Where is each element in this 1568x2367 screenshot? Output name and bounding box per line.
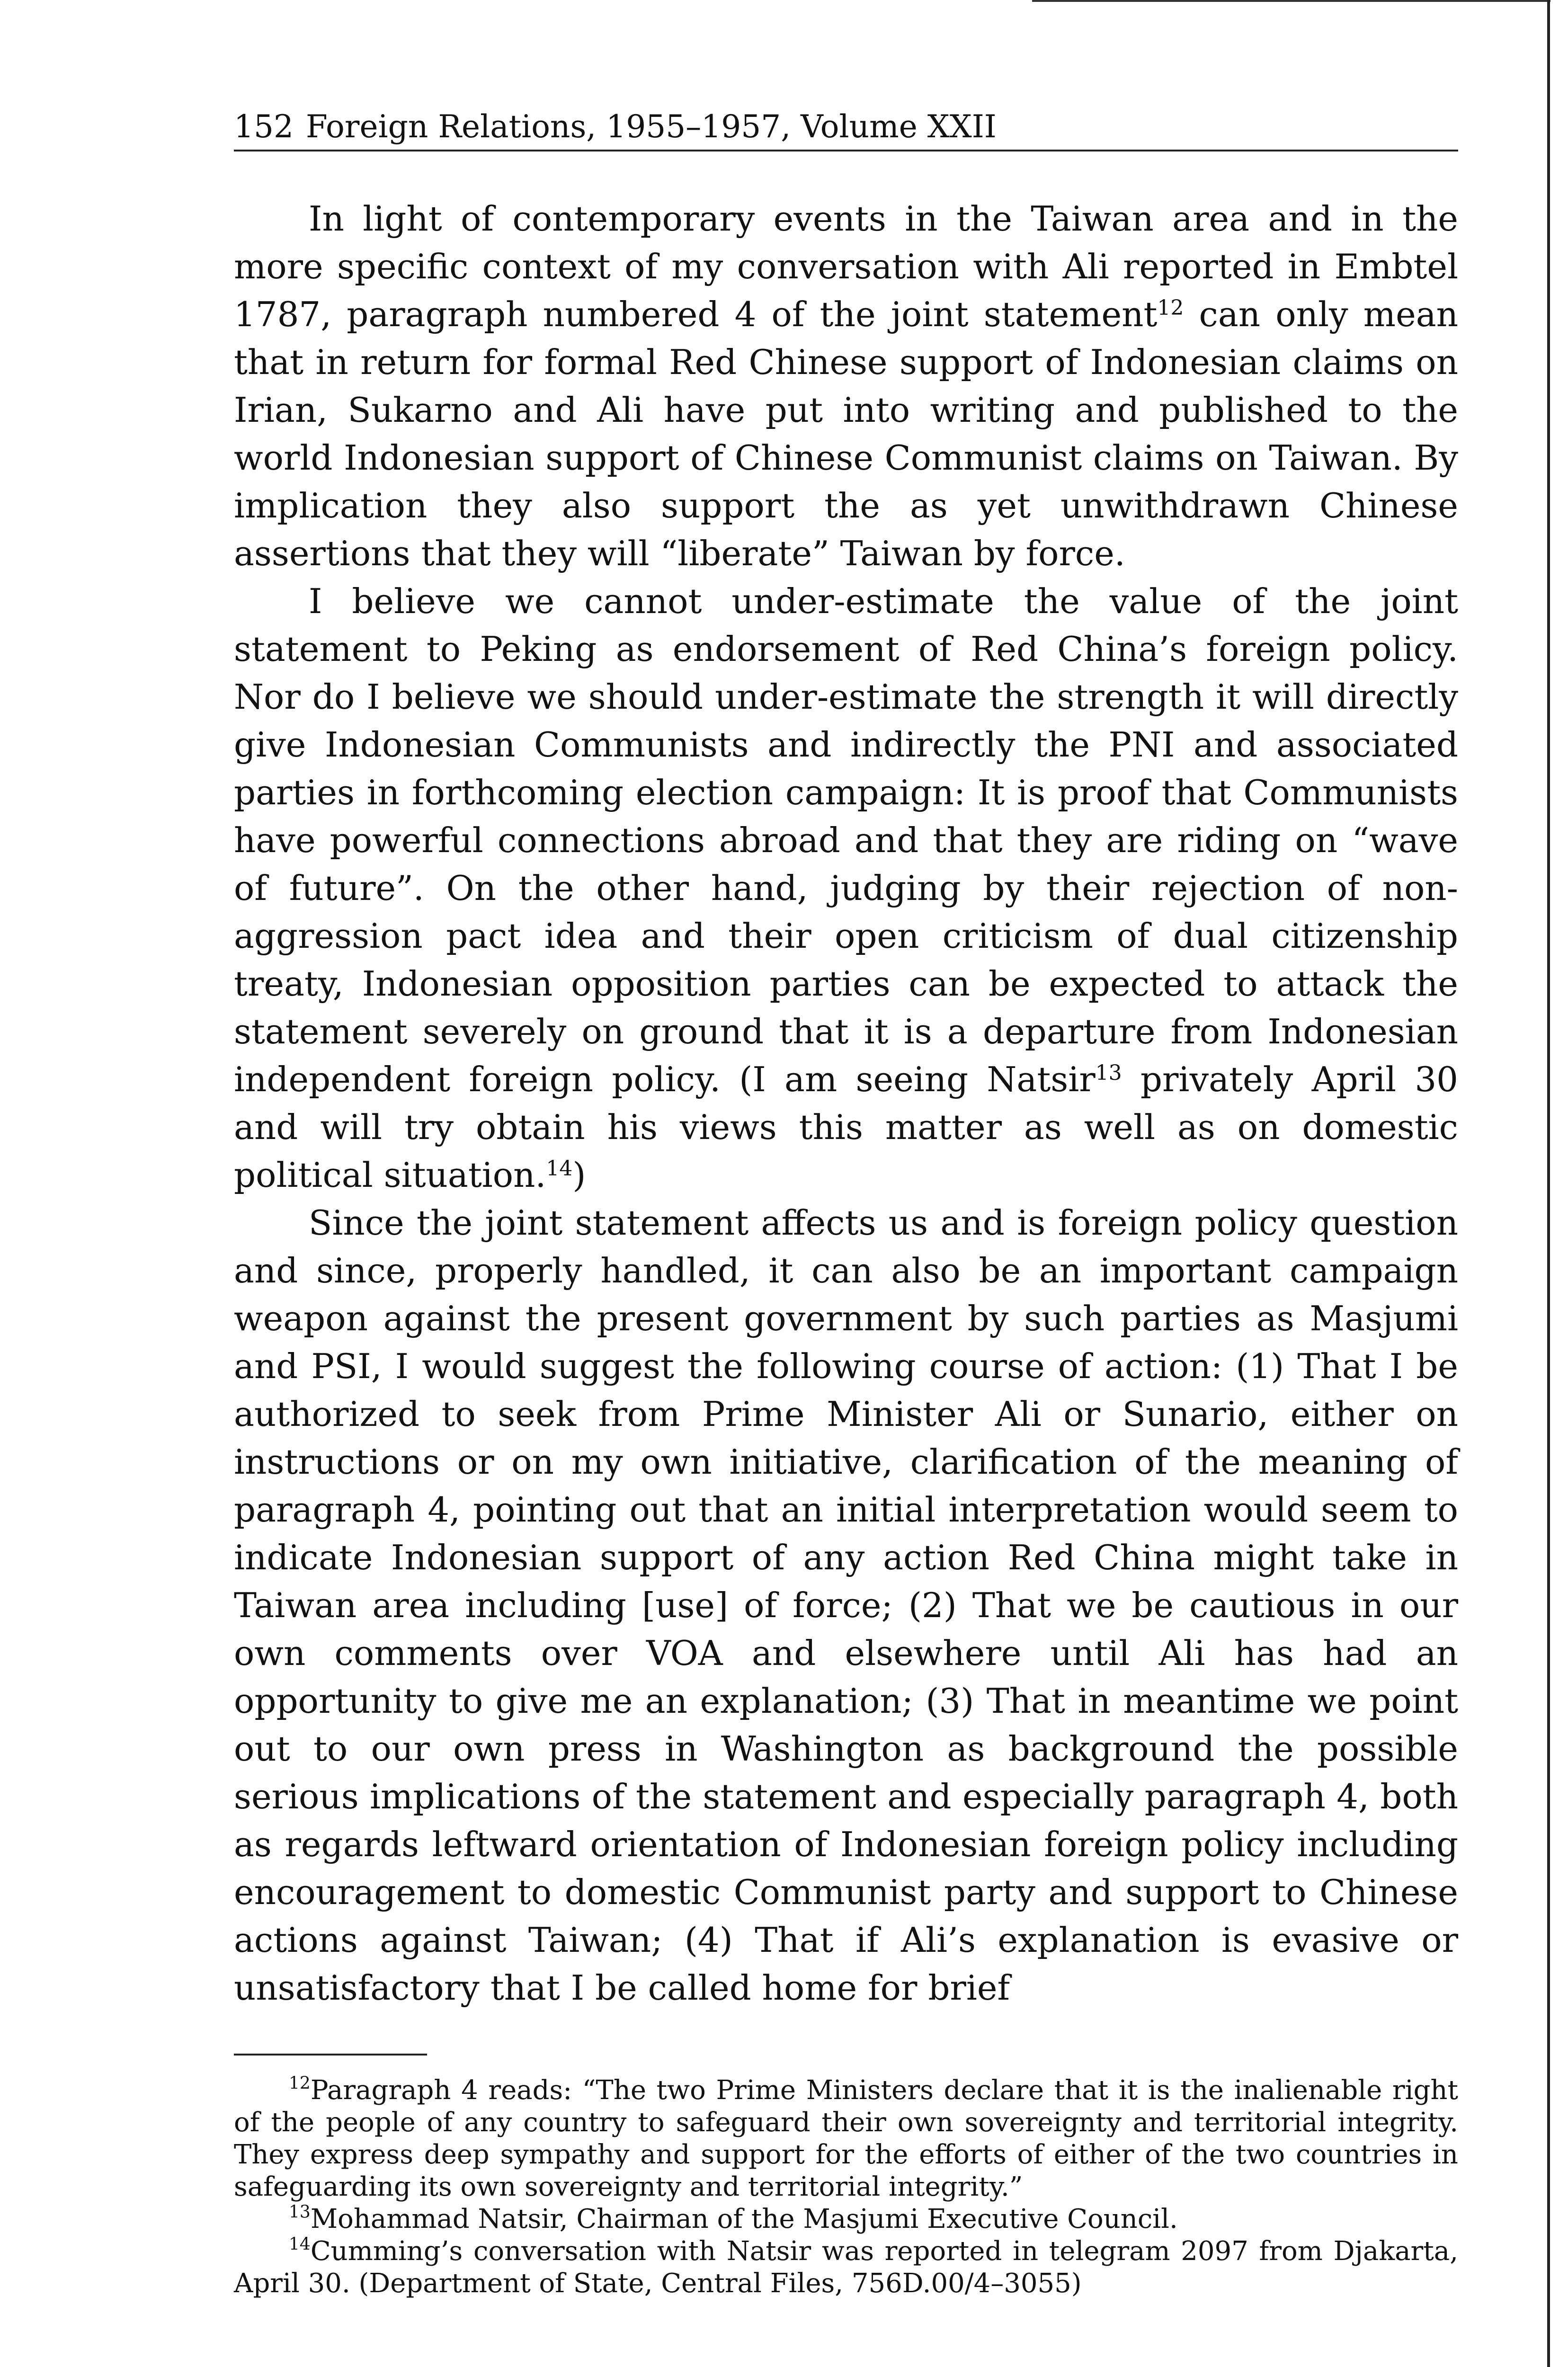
scan-edge-top: [1032, 0, 1550, 2]
footnote-text: Cumming’s conversation with Natsir was reported in telegram 2097 from Djakarta, April 30. (Department of State, Central Files, 756D.00/4–3055): [234, 2236, 1458, 2299]
paragraph-3: Since the joint statement affects us and is foreign policy question and since, properly handled, it can also be an important campaign weapon against the present government by such parties as Masjumi and PSI, I would suggest the following course of action: (1) That I be authorized to seek from Prime Minister Ali or Sunario, either on instructions or on my own initiative, clarification of the meaning of paragraph 4, pointing out that an initial interpretation would seem to indicate Indonesian support of any action Red China might take in Taiwan area including [use] of force; (2) That we be cautious in our own comments over VOA and elsewhere until Ali has had an opportunity to give me an explanation; (3) That in meantime we point out to our own press in Washington as background the possible serious implications of the statement and especially paragraph 4, both as regards leftward orientation of Indonesian foreign policy including encouragement to domestic Communist party and support to Chinese actions against Taiwan; (4) That if Ali’s explanation is evasive or unsatisfactory that I be called home for brief: [234, 1203, 1458, 2008]
running-title: Foreign Relations, 1955–1957, Volume XXII: [305, 108, 997, 145]
footnote-13: [234, 2203, 1458, 2235]
document-page: [234, 107, 1458, 2300]
footnote-marker: 14: [289, 2234, 311, 2254]
footnote-marker: 12: [289, 2073, 311, 2093]
footnote-ref-14: 14: [546, 1156, 573, 1181]
footnote-text: Mohammad Natsir, Chairman of the Masjumi Executive Council.: [310, 2204, 1178, 2234]
body-text: [234, 195, 1458, 2012]
footnote-divider: [234, 2054, 427, 2056]
footnote-ref-12: 12: [1157, 295, 1184, 320]
paragraph-2: I believe we cannot under-estimate the value of the joint statement to Peking as endorsement of Red China’s foreign policy. Nor do I believe we should under-estimate the strength it will directly give Indonesian Communists and indirectly the PNI and associated parties in forthcoming election campaign: It is proof that Communists have powerful connections abroad and that they are riding on “wave of future”. On the other hand, judging by their rejection of non-aggression pact idea and their open criticism of dual citizenship treaty, Indonesian opposition parties can be expected to attack the statement severely on ground that it is a departure from Indonesian independent foreign policy. (I am seeing Natsir$^{13}$ privately April 30 and will try obtain his views this matter as well as on domestic political situation.$^{14}$): [234, 581, 1458, 1195]
paragraph-1: In light of contemporary events in the Taiwan area and in the more specific context of my conversation with Ali reported in Embtel 1787, paragraph numbered 4 of the joint statement$^{12}$ can only mean that in return for formal Red Chinese support of Indonesian claims on Irian, Sukarno and Ali have put into writing and published to the world Indonesian support of Chinese Communist claims on Taiwan. By implication they also support the as yet unwithdrawn Chinese assertions that they will “liberate” Taiwan by force.: [234, 199, 1458, 573]
footnote-14: [234, 2235, 1458, 2300]
footnote-ref-13: 13: [1095, 1060, 1122, 1085]
page-number: 152: [234, 108, 294, 145]
footnote-marker: 13: [289, 2202, 311, 2222]
footnotes: [234, 2074, 1458, 2300]
running-header: [234, 107, 1458, 151]
footnote-text: Paragraph 4 reads: “The two Prime Ministers declare that it is the inalienable right of the people of any country to safeguard their own sovereignty and territorial integrity. They express deep sympathy and support for the efforts of either of the two countries in safeguarding its own sovereignty and territorial integrity.”: [234, 2075, 1458, 2202]
footnote-12: [234, 2074, 1458, 2203]
scan-edge-right: [1547, 0, 1550, 2367]
